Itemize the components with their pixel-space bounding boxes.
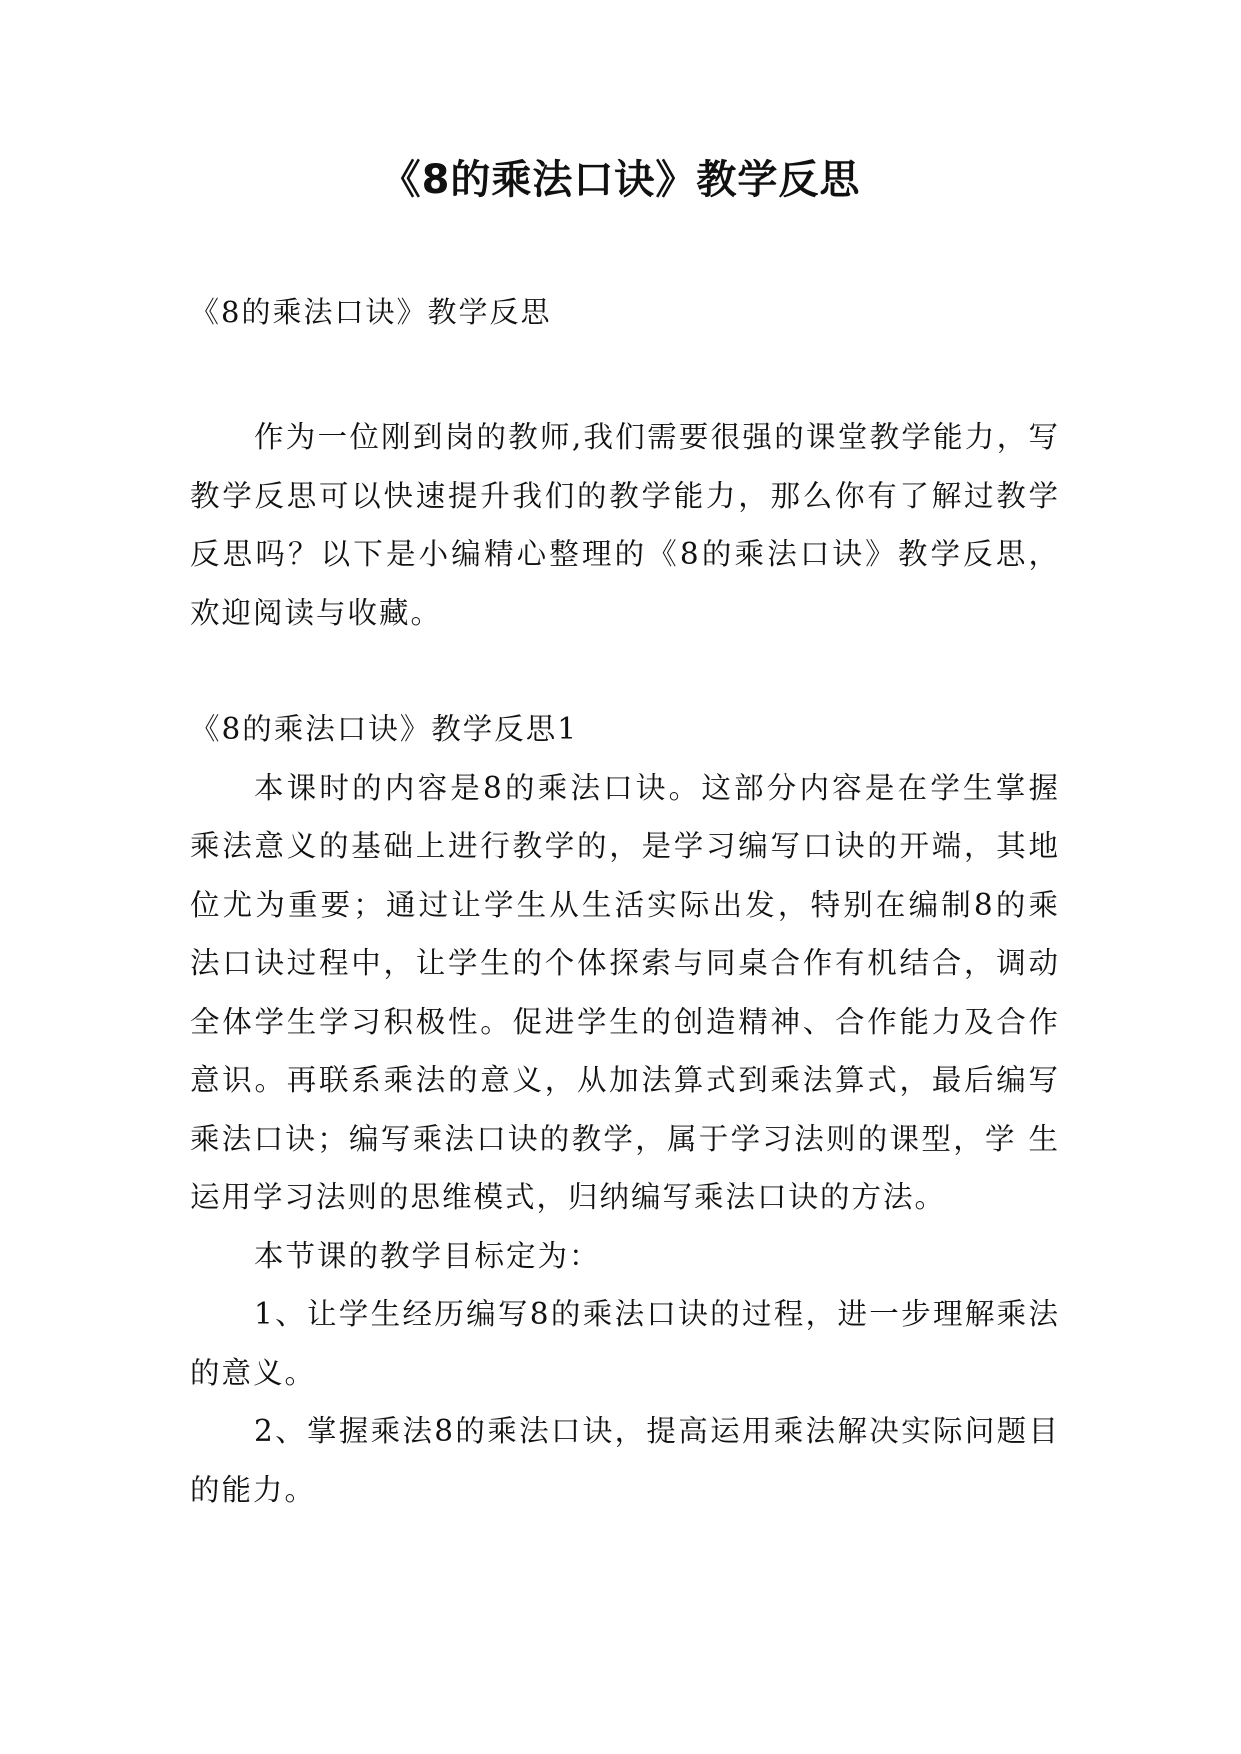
intro-block [190,408,1060,642]
body-paragraph: 1、让学生经历编写8的乘法口诀的过程，进一步理解乘法的意义。 [190,1297,1060,1390]
body-paragraph: 本课时的内容是8的乘法口诀。这部分内容是在学生掌握乘法意义的基础上进行教学的，是学习编写口诀的开端，其地位尤为重要；通过让学生从生活实际出发，特别在编制8的乘法口诀过程中，让学生的个体探索与同桌合作有机结合，调动全体学生学习积极性。促进学生的创造精神、合作能力及合作意识。再联系乘法的意义，从加法算式到乘法算式，最后编写乘法口诀；编写乘法口诀的教学，属于学习法则的课型，学 生运用学习法则的思维模式，归纳编写乘法口诀的方法。 [190,770,1060,1214]
document-title: 《8的乘法口诀》教学反思 [380,157,861,203]
intro-paragraph: 作为一位刚到岗的教师,我们需要很强的课堂教学能力，写教学反思可以快速提升我们的教学能力，那么你有了解过教学反思吗？以下是小编精心整理的《8的乘法口诀》教学反思，欢迎阅读与收藏。 [190,420,1060,630]
section-1 [190,700,1060,1519]
section-heading: 《8的乘法口诀》教学反思1 [190,712,579,746]
document-subtitle: 《8的乘法口诀》教学反思 [190,295,552,329]
body-paragraph: 2、掌握乘法8的乘法口诀，提高运用乘法解决实际问题目的能力。 [190,1414,1060,1507]
body-paragraph: 本节课的教学目标定为： [254,1238,601,1273]
